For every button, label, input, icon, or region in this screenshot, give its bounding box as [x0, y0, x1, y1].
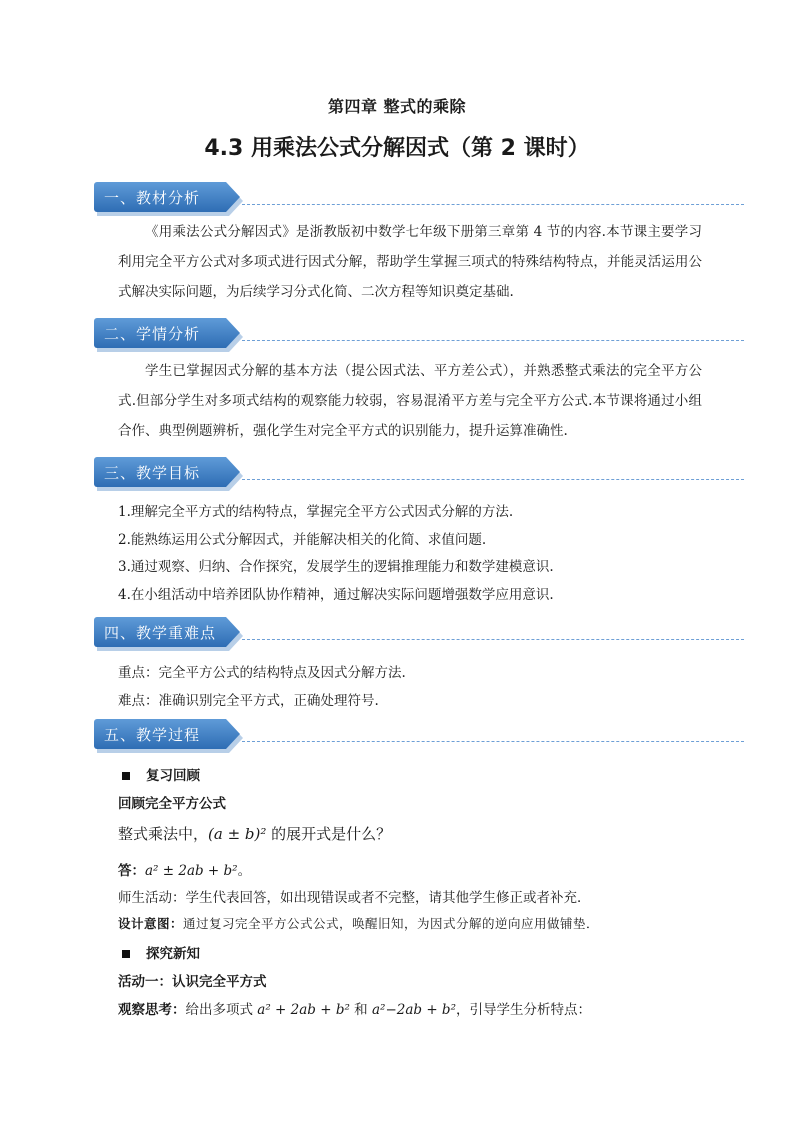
key-point: 重点：完全平方公式的结构特点及因式分解方法. — [118, 665, 406, 681]
design-label: 设计意图： — [118, 916, 184, 931]
section-title: 四、教学重难点 — [104, 624, 217, 642]
section-title: 五、教学过程 — [104, 726, 201, 744]
section-title: 三、教学目标 — [104, 464, 201, 482]
review-heading-row — [118, 764, 718, 784]
dashed-divider — [242, 479, 744, 480]
chapter-heading: 第四章 整式的乘除 — [327, 97, 467, 116]
section-header-objectives — [94, 457, 744, 491]
dashed-divider — [242, 340, 744, 341]
objective-item: 4.在小组活动中培养团队协作精神，通过解决实际问题增强数学应用意识. — [118, 586, 554, 603]
section-title: 二、学情分析 — [104, 325, 201, 343]
design-text: 通过复习完全平方公式公式，唤醒旧知，为因式分解的逆向应用做铺垫． — [183, 916, 600, 931]
observe-label: 观察思考： — [118, 1002, 186, 1018]
review-heading: 复习回顾 — [146, 768, 200, 784]
activity-note: 师生活动：学生代表回答，如出现错误或者不完整，请其他学生修正或者补充． — [118, 890, 591, 906]
section-title: 一、教材分析 — [104, 189, 201, 207]
explore-heading-row — [118, 942, 718, 962]
formula: a² + 2ab + b² — [257, 1002, 350, 1018]
question-text: 的展开式是什么？ — [266, 825, 392, 843]
dashed-divider — [242, 639, 744, 640]
objective-item: 1.理解完全平方式的结构特点，掌握完全平方公式因式分解的方法. — [118, 504, 514, 520]
lesson-title: 4.3 用乘法公式分解因式（第 2 课时） — [204, 136, 590, 161]
difficult-point: 难点：准确识别完全平方式，正确处理符号. — [118, 693, 379, 709]
answer-label: 答： — [118, 863, 145, 879]
activity-one-heading: 活动一：认识完全平方式 — [118, 974, 267, 990]
review-question — [118, 823, 718, 844]
square-bullet-icon — [122, 772, 130, 780]
textbook-analysis-paragraph: 《用乘法公式分解因式》是浙教版初中数学七年级下册第三章第 4 节的内容.本节课主要学习利用完全平方公式对多项式进行因式分解，帮助学生掌握三项式的特殊结构特点，并能灵活运用公式解决实际问题，为后续学习分式化简、二次方程等知识奠定基础. — [118, 224, 702, 300]
review-subheading: 回顾完全平方公式 — [118, 796, 226, 812]
section-header-textbook-analysis — [94, 182, 744, 216]
section-header-student-analysis — [94, 318, 744, 352]
objective-item: 3.通过观察、归纳、合作探究，发展学生的逻辑推理能力和数学建模意识. — [118, 559, 554, 575]
formula: (a ± b)² — [208, 825, 267, 843]
student-analysis-paragraph: 学生已掌握因式分解的基本方法（提公因式法、平方差公式），并熟悉整式乘法的完全平方公式.但部分学生对多项式结构的观察能力较弱，容易混淆平方差与完全平方公式.本节课将通过小组合作、典型例题辨析，强化学生对完全平方式的识别能力，提升运算准确性. — [118, 363, 702, 439]
formula: a² ± 2ab + b² — [145, 863, 238, 879]
square-bullet-icon — [122, 950, 130, 958]
design-intent — [118, 914, 718, 932]
dashed-divider — [242, 741, 744, 742]
observe-line — [118, 998, 718, 1018]
question-text: 整式乘法中， — [118, 825, 209, 843]
objective-item: 2.能熟练运用公式分解因式，并能解决相关的化简、求值问题. — [118, 531, 487, 548]
answer-line — [118, 859, 718, 879]
observe-text: ，引导学生分析特点： — [455, 1002, 591, 1018]
section-header-process — [94, 719, 744, 753]
section-header-key-points — [94, 617, 744, 651]
explore-heading: 探究新知 — [146, 946, 200, 962]
objectives-list — [118, 499, 718, 609]
observe-text: 和 — [349, 1002, 372, 1018]
formula: a²−2ab + b² — [371, 1002, 456, 1018]
observe-text: 给出多项式 — [185, 1002, 258, 1018]
answer-end: 。 — [237, 863, 252, 879]
dashed-divider — [242, 204, 744, 205]
